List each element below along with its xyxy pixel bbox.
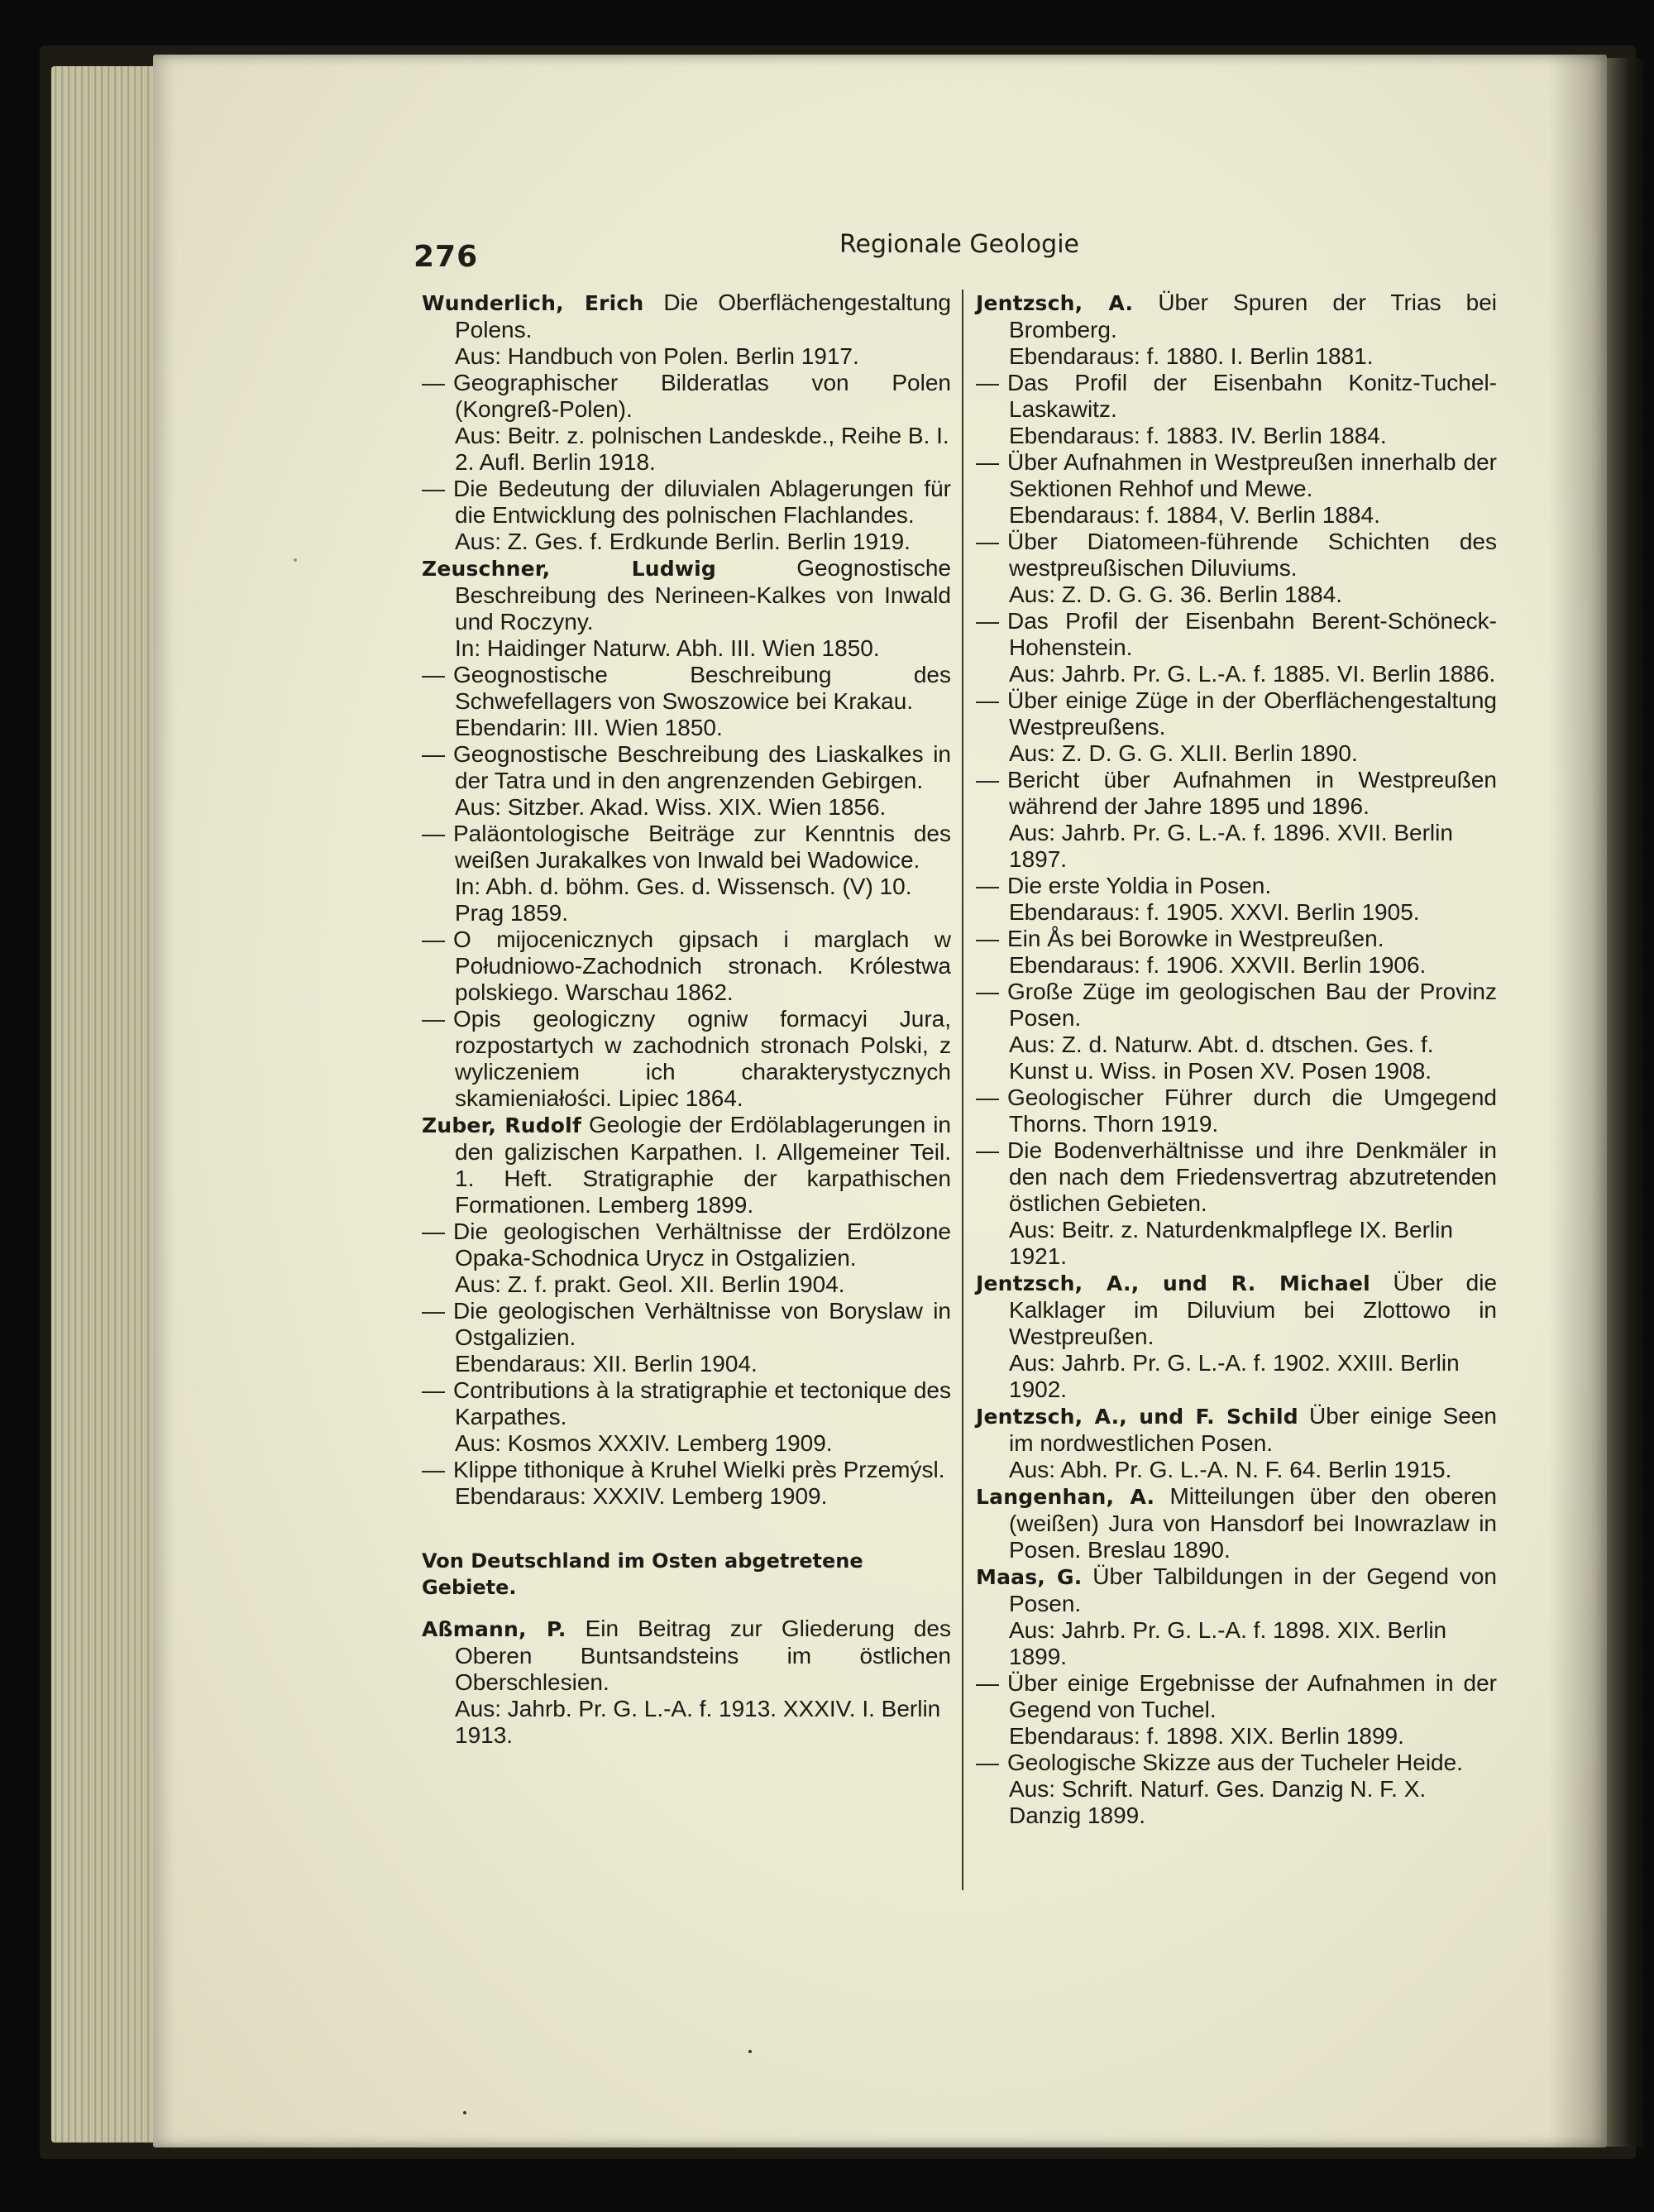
entry-line <box>976 529 1497 582</box>
bibliography-entry <box>422 662 951 741</box>
entry-title: Die Oberflächengestaltung Polens. <box>455 290 951 342</box>
entry-line <box>976 767 1497 820</box>
entry-source: Ebendaraus: f. 1884, V. Berlin 1884. <box>1009 502 1380 528</box>
entry-title: Ein Ås bei Borowke in Westpreußen. <box>1007 926 1384 951</box>
entry-author: Jentzsch, A., und F. Schild <box>976 1405 1298 1429</box>
entry-title: Opis geologiczny ogniw formacyi Jura, rozpostartych w zachodnich stronach Polski, z wyliczeniem ich charakterystycznych skamieniałości. Lipiec 1864. <box>453 1006 951 1111</box>
entry-source: Aus: Schrift. Naturf. Ges. Danzig N. F. X. Danzig 1899. <box>1009 1776 1427 1828</box>
ditto-dash: — <box>976 926 999 951</box>
bibliography-entry <box>422 290 951 370</box>
entry-source: Aus: Jahrb. Pr. G. L.-A. f. 1898. XIX. Berlin 1899. <box>1009 1617 1447 1669</box>
ditto-dash: — <box>976 370 999 395</box>
column-divider <box>962 290 963 1890</box>
bibliography-entry <box>422 1377 951 1457</box>
bibliography-entry <box>976 979 1497 1084</box>
bibliography-entry <box>422 1298 951 1377</box>
ditto-dash: — <box>422 1006 445 1032</box>
entry-title: Paläontologische Beiträge zur Kenntnis des weißen Jurakalkes von Inwald bei Wadowice. <box>453 821 951 873</box>
entry-line <box>976 1270 1497 1350</box>
entry-source: Aus: Abh. Pr. G. L.-A. N. F. 64. Berlin 1915. <box>1009 1457 1452 1482</box>
entry-title: Über einige Seen im nordwestlichen Posen. <box>1009 1403 1498 1456</box>
bibliography-entry <box>976 873 1497 926</box>
entry-source: In: Abh. d. böhm. Ges. d. Wissensch. (V) 10. Prag 1859. <box>455 874 912 926</box>
entry-line <box>976 1403 1497 1457</box>
entry-source: Aus: Jahrb. Pr. G. L.-A. f. 1913. XXXIV. I. Berlin 1913. <box>455 1696 941 1748</box>
entry-source: Aus: Jahrb. Pr. G. L.-A. f. 1896. XVII. Berlin 1897. <box>1009 820 1453 872</box>
ditto-dash: — <box>976 687 999 713</box>
entry-title: Über Diatomeen-führende Schichten des westpreußischen Diluviums. <box>1007 529 1497 581</box>
entry-title: Das Profil der Eisenbahn Berent-Schöneck-Hohenstein. <box>1007 608 1497 660</box>
entry-line <box>422 555 951 635</box>
entry-title: Die geologischen Verhältnisse von Boryslaw in Ostgalizien. <box>453 1298 951 1350</box>
entry-line <box>976 370 1497 423</box>
bibliography-entry <box>422 476 951 555</box>
bibliography-entry <box>976 449 1497 529</box>
entry-title: Die Bodenverhältnisse und ihre Denkmäler in den nach dem Friedensvertrag abzutretenden östlichen Gebieten. <box>1007 1137 1497 1216</box>
entry-line <box>422 926 951 1006</box>
entry-title: Die Bedeutung der diluvialen Ablagerungen für die Entwicklung des polnischen Flachlandes. <box>453 476 951 528</box>
bibliography-entry <box>422 555 951 662</box>
entry-title: Contributions à la stratigraphie et tectonique des Karpathes. <box>453 1377 951 1429</box>
entry-line <box>976 873 1497 899</box>
entry-line <box>976 1670 1497 1723</box>
entry-line <box>976 290 1497 343</box>
entry-author: Jentzsch, A. <box>976 291 1134 315</box>
bibliography-entry <box>976 608 1497 687</box>
page-gutter-shadow <box>1549 55 1607 2147</box>
bibliography-entry <box>422 1112 951 1219</box>
page-number: 276 <box>414 240 479 274</box>
entry-author: Langenhan, A. <box>976 1485 1155 1509</box>
ditto-dash: — <box>422 741 445 767</box>
entry-source: Aus: Jahrb. Pr. G. L.-A. f. 1902. XXIII. Berlin 1902. <box>1009 1350 1460 1402</box>
entry-source: Ebendaraus: XXXIV. Lemberg 1909. <box>455 1483 828 1509</box>
entry-line <box>976 979 1497 1032</box>
entry-source: Aus: Z. f. prakt. Geol. XII. Berlin 1904. <box>455 1271 845 1297</box>
bibliography-entry <box>976 1563 1497 1670</box>
ditto-dash: — <box>976 873 999 898</box>
entry-title: Die erste Yoldia in Posen. <box>1007 873 1272 898</box>
entry-title: Über einige Züge in der Oberflächengestaltung Westpreußens. <box>1007 687 1497 740</box>
entry-title: Geographischer Bilderatlas von Polen (Kongreß-Polen). <box>453 370 951 422</box>
bibliography-entry <box>422 1616 951 1749</box>
entry-title: Geognostische Beschreibung des Liaskalkes in der Tatra und in den angrenzenden Gebirgen. <box>453 741 951 793</box>
entry-line <box>422 741 951 794</box>
entry-author: Wunderlich, Erich <box>422 291 644 315</box>
entry-line <box>976 687 1497 740</box>
entry-source: Ebendaraus: f. 1906. XXVII. Berlin 1906. <box>1009 952 1427 978</box>
ditto-dash: — <box>976 1084 999 1110</box>
entry-source: Ebendaraus: f. 1880. I. Berlin 1881. <box>1009 343 1374 369</box>
right-column <box>976 290 1497 1829</box>
entry-source: Aus: Z. Ges. f. Erdkunde Berlin. Berlin 1919. <box>455 529 911 554</box>
ditto-dash: — <box>422 476 445 501</box>
entry-source: Ebendaraus: f. 1898. XIX. Berlin 1899. <box>1009 1723 1404 1749</box>
entry-source: Ebendaraus: XII. Berlin 1904. <box>455 1351 758 1377</box>
entry-line <box>976 1084 1497 1137</box>
entry-title: Über Spuren der Trias bei Bromberg. <box>1009 290 1498 342</box>
ditto-dash: — <box>422 370 445 395</box>
bibliography-entry <box>422 1457 951 1510</box>
entry-line <box>976 449 1497 502</box>
left-column <box>422 290 951 1749</box>
entry-author: Zeuschner, Ludwig <box>422 557 716 581</box>
entry-title: Große Züge im geologischen Bau der Provinz Posen. <box>1007 979 1497 1031</box>
entry-source: In: Haidinger Naturw. Abh. III. Wien 1850. <box>455 635 880 661</box>
entry-line <box>422 476 951 529</box>
entry-line <box>422 662 951 715</box>
bibliography-entry <box>422 741 951 821</box>
entry-title: Über Aufnahmen in Westpreußen innerhalb der Sektionen Rehhof und Mewe. <box>1007 449 1497 501</box>
ditto-dash: — <box>422 926 445 952</box>
bibliography-entry <box>976 1084 1497 1137</box>
entry-title: Über die Kalklager im Diluvium bei Zlottowo in Westpreußen. <box>1009 1270 1498 1349</box>
ditto-dash: — <box>976 1750 999 1775</box>
entry-title: Geognostische Beschreibung des Nerineen-Kalkes von Inwald und Roczyny. <box>455 555 951 634</box>
entry-title: Geologische Skizze aus der Tucheler Heide. <box>1007 1750 1463 1775</box>
entry-title: Geognostische Beschreibung des Schwefellagers von Swoszowice bei Krakau. <box>453 662 951 714</box>
entry-title: Über einige Ergebnisse der Aufnahmen in der Gegend von Tuchel. <box>1007 1670 1497 1722</box>
facing-page-edge <box>1607 58 1644 2147</box>
entry-source: Ebendaraus: f. 1883. IV. Berlin 1884. <box>1009 423 1387 448</box>
entry-title: Klippe tithonique à Kruhel Wielki près Przemýsl. <box>453 1457 945 1482</box>
entry-line <box>422 1112 951 1219</box>
entry-source: Aus: Sitzber. Akad. Wiss. XIX. Wien 1856. <box>455 794 887 820</box>
running-title: Regionale Geologie <box>839 230 1079 259</box>
bibliography-entry <box>976 1750 1497 1829</box>
bibliography-entry <box>976 1403 1497 1483</box>
bibliography-entry <box>976 687 1497 767</box>
entry-title: Geologie der Erdölablagerungen in den galizischen Karpathen. I. Allgemeiner Teil. 1. Heft. Stratigraphie der karpathischen Formationen. Lemberg 1899. <box>455 1112 951 1218</box>
paper-speck <box>294 558 297 562</box>
bibliography-entry <box>422 926 951 1006</box>
entry-line <box>422 1616 951 1696</box>
entry-line <box>422 290 951 343</box>
entry-line <box>976 608 1497 661</box>
ditto-dash: — <box>422 1377 445 1403</box>
ditto-dash: — <box>422 821 445 846</box>
ditto-dash: — <box>976 767 999 792</box>
bibliography-entry <box>976 1483 1497 1563</box>
bibliography-entry <box>422 821 951 926</box>
ditto-dash: — <box>976 1670 999 1696</box>
entry-line <box>976 1483 1497 1563</box>
bibliography-entry <box>976 529 1497 608</box>
entry-source: Ebendarin: III. Wien 1850. <box>455 715 723 740</box>
bibliography-entry <box>422 370 951 476</box>
entry-title: Ein Beitrag zur Gliederung des Oberen Buntsandsteins im östlichen Oberschlesien. <box>455 1616 952 1695</box>
paper-speck <box>748 2050 752 2053</box>
entry-source: Aus: Z. d. Naturw. Abt. d. dtschen. Ges. f. Kunst u. Wiss. in Posen XV. Posen 1908. <box>1009 1032 1434 1084</box>
bibliography-entry <box>976 370 1497 449</box>
entry-line <box>422 1298 951 1351</box>
entry-source: Aus: Beitr. z. polnischen Landeskde., Reihe B. I. 2. Aufl. Berlin 1918. <box>455 423 949 475</box>
bibliography-entry <box>976 1670 1497 1750</box>
entry-source: Ebendaraus: f. 1905. XXVI. Berlin 1905. <box>1009 899 1420 925</box>
ditto-dash: — <box>976 1137 999 1163</box>
entry-source: Aus: Z. D. G. G. XLII. Berlin 1890. <box>1009 740 1358 766</box>
bibliography-entry <box>976 926 1497 979</box>
entry-line <box>422 1377 951 1430</box>
ditto-dash: — <box>976 449 999 475</box>
entry-line <box>422 821 951 874</box>
ditto-dash: — <box>422 662 445 687</box>
entry-author: Aßmann, P. <box>422 1617 566 1641</box>
entry-line <box>976 1137 1497 1217</box>
entry-source: Aus: Handbuch von Polen. Berlin 1917. <box>455 343 859 369</box>
entry-line <box>422 370 951 423</box>
entry-author: Zuber, Rudolf <box>422 1113 582 1137</box>
bibliography-entry <box>976 767 1497 873</box>
entry-source: Aus: Kosmos XXXIV. Lemberg 1909. <box>455 1430 833 1456</box>
entry-line <box>422 1219 951 1271</box>
bibliography-entry <box>422 1219 951 1298</box>
entry-source: Aus: Z. D. G. G. 36. Berlin 1884. <box>1009 582 1343 607</box>
entry-source: Aus: Beitr. z. Naturdenkmalpflege IX. Berlin 1921. <box>1009 1217 1453 1269</box>
ditto-dash: — <box>976 608 999 634</box>
entry-line <box>976 1563 1497 1617</box>
entry-line <box>976 926 1497 952</box>
entry-title: O mijocenicznych gipsach i marglach w Południowo-Zachodnich stronach. Królestwa polskiego. Warschau 1862. <box>453 926 951 1005</box>
bibliography-entry <box>976 1270 1497 1403</box>
entry-line <box>422 1006 951 1112</box>
entry-title: Die geologischen Verhältnisse der Erdölzone Opaka-Schodnica Urycz in Ostgalizien. <box>453 1219 951 1271</box>
ditto-dash: — <box>976 979 999 1004</box>
bibliography-entry <box>976 290 1497 370</box>
bibliography-entry <box>422 1006 951 1112</box>
ditto-dash: — <box>422 1298 445 1324</box>
entry-author: Maas, G. <box>976 1565 1083 1589</box>
entry-source: Aus: Jahrb. Pr. G. L.-A. f. 1885. VI. Berlin 1886. <box>1009 661 1496 687</box>
entry-title: Mitteilungen über den oberen (weißen) Jura von Hansdorf bei Inowrazlaw in Posen. Breslau 1890. <box>1009 1483 1498 1563</box>
entry-line <box>976 1750 1497 1776</box>
entry-title: Bericht über Aufnahmen in Westpreußen während der Jahre 1895 und 1896. <box>1007 767 1497 819</box>
bibliography-entry <box>976 1137 1497 1270</box>
ditto-dash: — <box>422 1219 445 1244</box>
entry-title: Das Profil der Eisenbahn Konitz-Tuchel-Laskawitz. <box>1007 370 1497 422</box>
section-heading: Von Deutschland im Osten abgetretene Gebiete. <box>422 1549 863 1599</box>
entry-title: Über Talbildungen in der Gegend von Posen. <box>1009 1563 1497 1616</box>
ditto-dash: — <box>422 1457 445 1482</box>
entry-title: Geologischer Führer durch die Umgegend Thorns. Thorn 1919. <box>1007 1084 1497 1137</box>
running-head <box>0 223 1654 273</box>
paper-speck <box>463 2111 466 2114</box>
entry-author: Jentzsch, A., und R. Michael <box>976 1271 1370 1295</box>
entry-line <box>422 1457 951 1483</box>
ditto-dash: — <box>976 529 999 554</box>
